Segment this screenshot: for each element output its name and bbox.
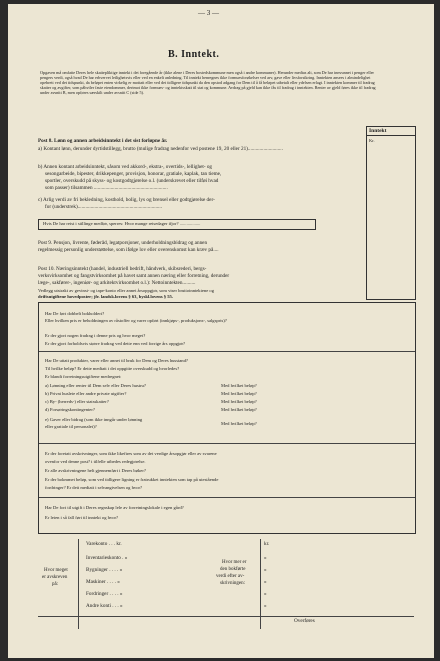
post10-note2: driftsutgiftene hovedposter; jfr. landsk.lovens § 63, byskl.lovens § 55. bbox=[38, 294, 173, 299]
post8-title: Post 8. Lønn og annen arbeidsinntekt i det sist forløpne år. bbox=[38, 138, 168, 144]
q2-8: eller gratiale til personalet)? bbox=[45, 424, 97, 429]
bookvalue-unit-0: kr. bbox=[264, 541, 270, 547]
post10-line1: Post 10. Næringsinntekt (handel, industriell bedrift, håndverk, skibsrederi, bergs- bbox=[38, 266, 207, 272]
q3-0: Er der foretatt avskrivninger, som ikke likeftres som av det verdige årsopgjør eller av svarene bbox=[45, 451, 217, 456]
bookvalue-label-3: verdi efter av- bbox=[216, 574, 245, 579]
q2-5: c) By- (herreds-) eller statsskatter? bbox=[45, 399, 109, 404]
q4-1: Er leien i så fall ført til inntekt og hvor? bbox=[45, 515, 119, 520]
bookvalue-label-2: den bokførte bbox=[220, 567, 246, 572]
assets-label-3: på: bbox=[52, 582, 59, 587]
q2-0: Har De uttatt produkter, varer eller annet til bruk for Dem og Deres husstand? bbox=[45, 358, 188, 363]
post8-a: a) Kontant lønn, derunder dyrtidstillegg, brutto (mulige fradrag nedenfor ved postene 19, 20 eller 21)........................... bbox=[38, 146, 283, 152]
post8-b3: sportler, overskudd på skyss- og kostgodtgjørelse o.l. (underskrevet eller tilføi hvad bbox=[45, 178, 219, 184]
section-title: B. Inntekt. bbox=[168, 49, 220, 60]
q2-1: Til hvilke beløp? Er dette medtatt i det oppgitte overskudd og hvorledes? bbox=[45, 366, 180, 371]
q3-3: Er der bokmmet beløp, som ved tidligere ligning er fratrukket inntekten som tap på utestående bbox=[45, 477, 219, 482]
q2-6: d) Forsøringskontingenter? bbox=[45, 407, 95, 412]
asset-bygninger: Bygninger . . . . » bbox=[86, 567, 123, 573]
travel-question: Hvis De har reist i stillinge medfør, sperres: Hvor mange reisedager ifjor? .................. bbox=[43, 221, 201, 226]
post10-line2: verksvirksomhet og fangstvirksomhet på havet samt annen næring eller forretning, derunder bbox=[38, 273, 230, 279]
post8-b2: sesongarbeide, bipester, drikkepenger, provisjon, honorar, gratiale, kaplak, tan tieme, bbox=[45, 171, 222, 177]
post8-b4: som passer) tilsammen ......................................................... bbox=[45, 185, 168, 191]
q1-0: Har De ført dobbelt bokholderi? bbox=[45, 311, 105, 316]
bookvalue-unit-4: » bbox=[264, 591, 267, 597]
q4-0: Har De fort til utgift i Deres regnskap lele av forretningslokale i egen gård? bbox=[45, 505, 184, 510]
q2-4: b) Privat husleie eller andre private utgifter? bbox=[45, 391, 127, 396]
divider bbox=[39, 443, 415, 444]
bookvalue-unit-3: » bbox=[264, 579, 267, 585]
intro-text: Opgaven må omfatte Deres hele skattepliktige inntekt i det foregående år (ikke alene i Deres bostedskommune men også i andre kommuner). Herunder medtas alt, som De har innvunnet i penger eller pengers verdi, også hvad De har erhvervet leilighetsvis eller ved en enkelt anledning. Til inntekt henregnes ikke formuesforøkelser ved arv, gave eller livsforsikring. Inntekten ansees i almindelighet opebrett ved det tidspunkt, da beløpet enten virkelig er mottatt eller ved det tidligere tidspunkt da den opstod adgang for Dem til å få beløpet utbetalt eller ydelsen erlagt. I inntekten kommer til fradrag skatter og avgifter, som påhviler faste eiendommer, derimot ikke formues- og inntektsskatt til stat og kommune. Avdrag på gjeld kan ikke fås til fradrag i inntekten. Renter av gjeld føres ikke til fradrag under avsnitt B, men opføres særskilt under avsnitt C (side 5). bbox=[40, 70, 376, 95]
post8-c1: c) Arlig verdi av fri bekledning, kosthold, bolig, lys og brensel eller godtgjørelse der- bbox=[38, 197, 215, 203]
q2-7: e) Gaver eller bidrag (som ikke inngår under lønning bbox=[45, 417, 143, 422]
divider bbox=[39, 497, 415, 498]
q2-3: a) Lønning eller renter til Dem selv eller Deres hustru? bbox=[45, 383, 146, 388]
post10-line3: læge-, sakfører-, ingeniør- og arkitektvirksomhet o.l.): Nettoinntekten.......... bbox=[38, 280, 196, 286]
q2-amount-e: Med hvilket beløp? bbox=[221, 421, 257, 426]
post9-line1: Post 9. Pensjon, livrente, føderåd, legatporsjoner, underholdningsbidrag og annen bbox=[38, 240, 208, 246]
asset-varekonto: Varekonto . . . kr. bbox=[86, 541, 122, 547]
page-number: — 3 — bbox=[198, 9, 219, 17]
q2-2: Er blandt forretningsutgiftene medregnet: bbox=[45, 374, 122, 379]
post8-c2: for (understrek)................................................................. bbox=[45, 204, 162, 210]
q3-2: Er alle avskrivningene helt gjennemført i Deres bøker? bbox=[45, 468, 146, 473]
divider bbox=[39, 351, 415, 352]
assets-label-1: Hvor meget bbox=[44, 568, 68, 573]
q3-4: fordringer? Er dett medtatt i selvangivelsen og hvor? bbox=[45, 485, 143, 490]
asset-inventarie: Inventarieskonto . » bbox=[86, 555, 128, 561]
assets-label-2: er avskreven bbox=[42, 575, 68, 580]
q2-amount-a: Med hvilket beløp? bbox=[221, 383, 257, 388]
inntekt-column bbox=[366, 126, 416, 300]
travel-box bbox=[38, 219, 316, 230]
asset-andre: Andre konti . . . » bbox=[86, 603, 123, 609]
inntekt-column-head: Inntekt bbox=[367, 127, 415, 136]
q2-amount-d: Med hvilket beløp? bbox=[221, 407, 257, 412]
q1-2: Er der gjort nogen fradrag i denne pris og hvor meget? bbox=[45, 333, 146, 338]
asset-fordringer: Fordringer . . . . » bbox=[86, 591, 123, 597]
inntekt-column-unit: Kr. bbox=[369, 138, 375, 143]
q2-amount-b: Med hvilket beløp? bbox=[221, 391, 257, 396]
bottom-rule bbox=[38, 616, 414, 617]
carry-over-label: Overføres bbox=[294, 618, 315, 624]
post9-line2: regelmessig personlig understøttelse, som ifølge lov eller overenskomst kan kræv på.... bbox=[38, 247, 219, 253]
bookvalue-unit-2: » bbox=[264, 567, 267, 573]
q1-1: Eller hvilken pris er beholdningen av råstoffer og varer opført (innkjøps-, produksjons-, salgspris)? bbox=[45, 318, 227, 323]
bookvalue-label-4: skrivningen: bbox=[220, 581, 245, 586]
bookvalue-unit-1: » bbox=[264, 555, 267, 561]
bookvalue-unit-5: » bbox=[264, 603, 267, 609]
business-questions-box bbox=[38, 302, 416, 534]
post10-note1: Vedlegg utstrakt av gevinst- og tape-konto eller annet årsoppgjør, som viser bruttoinntektene og bbox=[38, 288, 214, 293]
q2-amount-c: Med hvilket beløp? bbox=[221, 399, 257, 404]
asset-maskiner: Maskiner . . . . » bbox=[86, 579, 120, 585]
q1-3: Er der gjort forholdsvis større fradrag ved dette enn ved forrige års oppgjør? bbox=[45, 341, 186, 346]
form-page bbox=[8, 4, 434, 658]
bookvalue-label-1: Hvor mer er bbox=[222, 560, 247, 565]
q3-1: ovenfor ved denne post? i tilfelle utbedes redegjørelse. bbox=[45, 459, 146, 464]
post8-b1: b) Annen kontant arbeidsinntekt, såsom ved akkord-, ekstra-, overtids-, lellighet- og bbox=[38, 164, 213, 170]
